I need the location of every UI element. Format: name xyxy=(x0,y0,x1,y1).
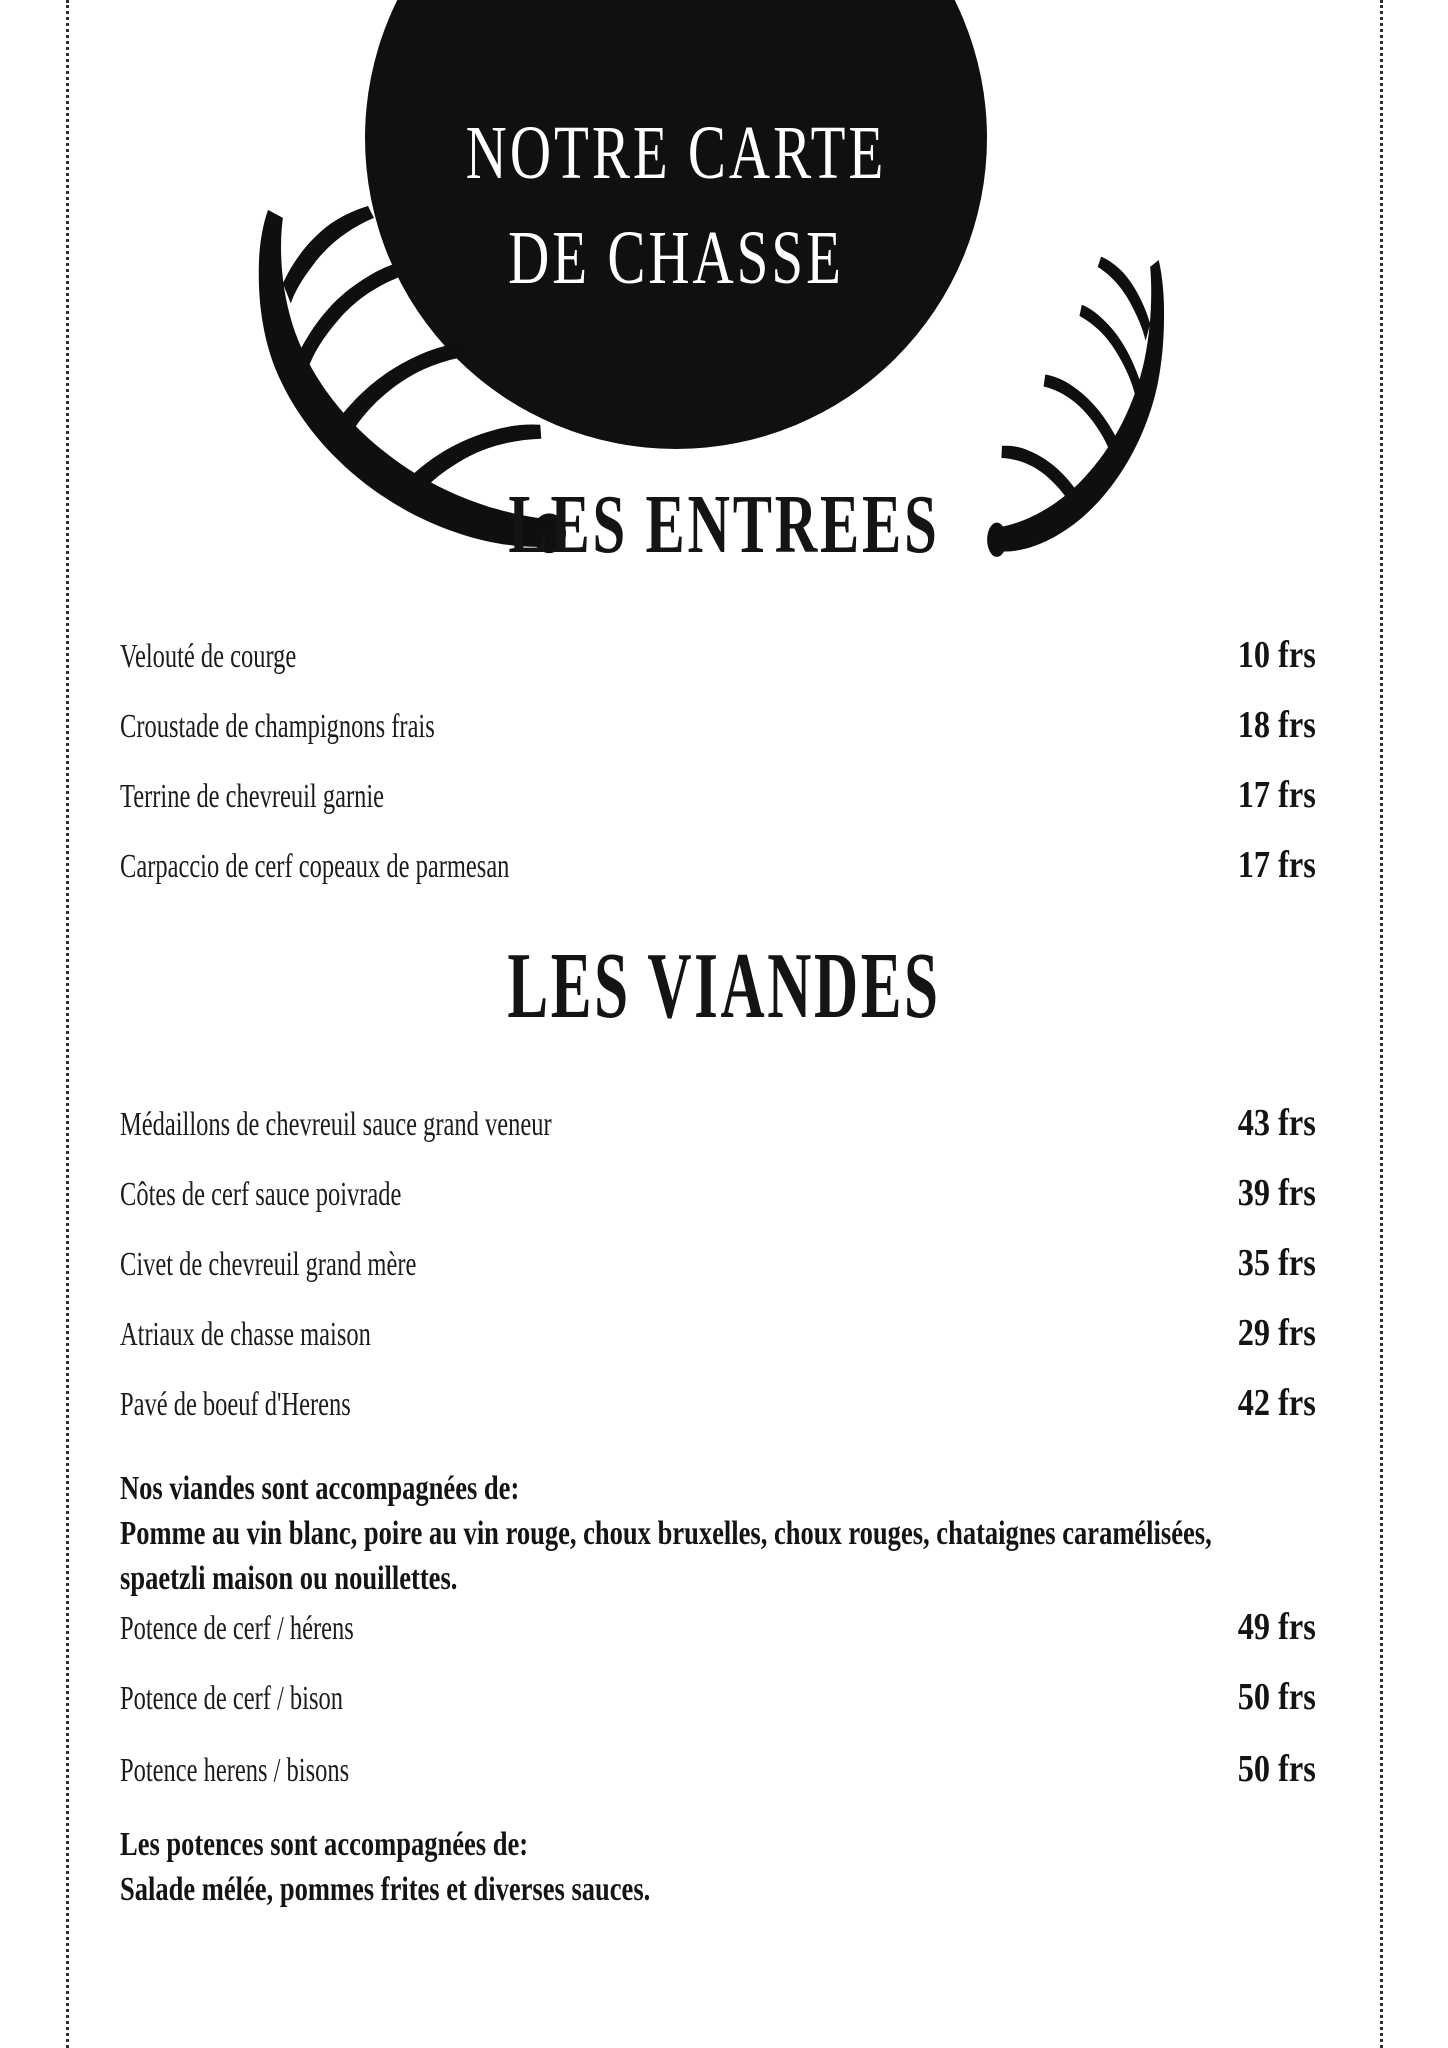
item-name: Potence herens / bisons xyxy=(120,1752,350,1789)
item-name: Velouté de courge xyxy=(120,638,297,675)
item-price: 10 frs xyxy=(1237,634,1316,676)
note-line: Pomme au vin blanc, poire au vin rouge, choux bruxelles, choux rouges, chataignes caramélisées, xyxy=(120,1515,1212,1552)
viandes-accompaniments-note xyxy=(120,1466,1212,1601)
menu-row xyxy=(120,636,1316,674)
item-name: Croustade de champignons frais xyxy=(120,708,435,745)
menu-title-line2: DE CHASSE xyxy=(508,216,844,300)
left-dotted-border xyxy=(66,0,69,2048)
note-line: Salade mélée, pommes frites et diverses sauces. xyxy=(120,1871,651,1908)
item-price: 42 frs xyxy=(1237,1382,1316,1424)
menu-row xyxy=(120,1678,1316,1716)
item-price: 18 frs xyxy=(1237,704,1316,746)
item-name: Côtes de cerf sauce poivrade xyxy=(120,1176,402,1213)
menu-row xyxy=(120,1384,1316,1422)
menu-row xyxy=(120,1174,1316,1212)
item-price: 29 frs xyxy=(1237,1312,1316,1354)
item-price: 50 frs xyxy=(1237,1748,1316,1790)
item-price: 39 frs xyxy=(1237,1172,1316,1214)
item-name: Carpaccio de cerf copeaux de parmesan xyxy=(120,848,510,885)
item-price: 43 frs xyxy=(1237,1102,1316,1144)
note-title: Les potences sont accompagnées de: xyxy=(120,1826,529,1863)
menu-row xyxy=(120,1314,1316,1352)
item-name: Potence de cerf / hérens xyxy=(120,1610,354,1647)
item-price: 17 frs xyxy=(1237,774,1316,816)
note-title: Nos viandes sont accompagnées de: xyxy=(120,1470,520,1507)
item-price: 17 frs xyxy=(1237,844,1316,886)
item-price: 50 frs xyxy=(1237,1676,1316,1718)
section-heading-viandes: LES VIANDES xyxy=(507,934,941,1038)
item-name: Atriaux de chasse maison xyxy=(120,1316,371,1353)
potences-accompaniments-note xyxy=(120,1822,650,1912)
menu-row xyxy=(120,706,1316,744)
menu-row xyxy=(120,776,1316,814)
item-name: Civet de chevreuil grand mère xyxy=(120,1246,417,1283)
item-name: Terrine de chevreuil garnie xyxy=(120,778,385,815)
note-line: spaetzli maison ou nouillettes. xyxy=(120,1560,458,1597)
right-dotted-border xyxy=(1380,0,1383,2048)
item-name: Pavé de boeuf d'Herens xyxy=(120,1386,351,1423)
menu-row xyxy=(120,1244,1316,1282)
item-name: Médaillons de chevreuil sauce grand veneur xyxy=(120,1106,552,1143)
item-name: Potence de cerf / bison xyxy=(120,1680,343,1717)
menu-title-line1: NOTRE CARTE xyxy=(465,111,887,195)
menu-row xyxy=(120,1750,1316,1788)
item-price: 49 frs xyxy=(1237,1606,1316,1648)
menu-row xyxy=(120,1104,1316,1142)
item-price: 35 frs xyxy=(1237,1242,1316,1284)
section-heading-entrees: LES ENTREES xyxy=(508,478,940,571)
menu-row xyxy=(120,846,1316,884)
menu-row xyxy=(120,1608,1316,1646)
